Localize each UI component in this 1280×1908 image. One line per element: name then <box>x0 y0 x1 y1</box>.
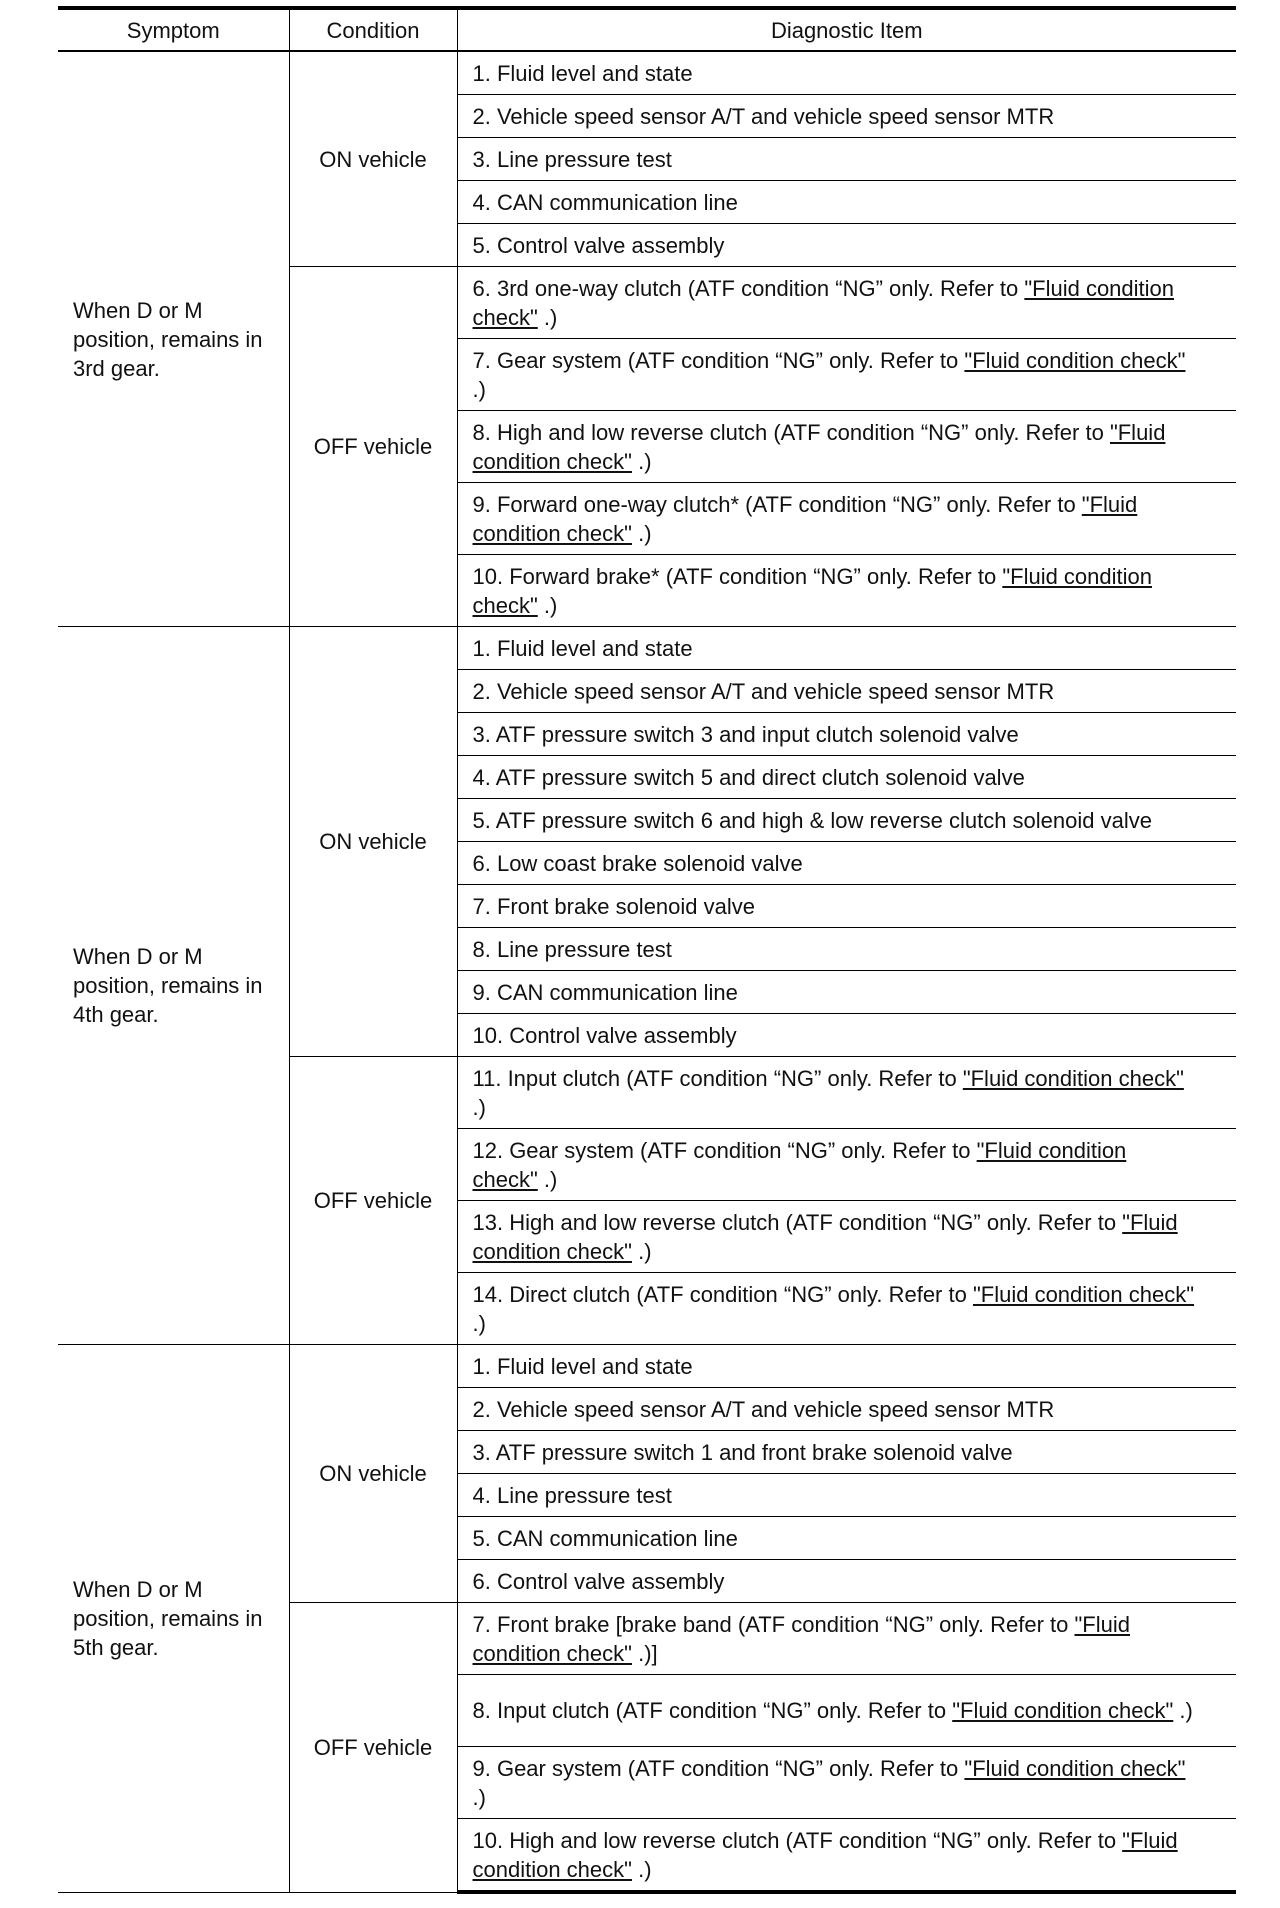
fluid-condition-check-link[interactable]: "Fluid condition check" <box>472 1611 1130 1666</box>
diagnostic-item-text: 14. Direct clutch (ATF condition “NG” only. Refer to <box>472 1281 973 1307</box>
diagnostic-item-suffix: .) <box>631 1856 652 1882</box>
diagnostic-item-cell <box>457 1603 1236 1675</box>
diagnostic-item-text: 4. CAN communication line <box>472 189 738 215</box>
fluid-condition-check-link[interactable]: "Fluid condition check" <box>962 1065 1184 1091</box>
symptom-cell: When D or M position, remains in 4th gear. <box>58 627 289 1345</box>
diagnostic-item-cell <box>457 95 1236 138</box>
diagnostic-item-cell <box>457 1345 1236 1388</box>
header-diagnostic-item: Diagnostic Item <box>457 8 1236 51</box>
symptom-group <box>58 627 1236 1345</box>
diagnostic-item-cell <box>457 627 1236 670</box>
diagnostic-item-suffix: .)] <box>631 1640 658 1666</box>
diagnostic-item-cell <box>457 799 1236 842</box>
fluid-condition-check-link[interactable]: "Fluid condition check" <box>964 1755 1186 1781</box>
diagnostic-item-suffix: .) <box>472 1784 486 1810</box>
diagnostic-item-suffix: .) <box>1173 1698 1193 1723</box>
diagnostic-item-text: 3. ATF pressure switch 1 and front brake solenoid valve <box>472 1439 1013 1465</box>
diagnostic-item-text: 10. Control valve assembly <box>472 1022 737 1048</box>
diagnostic-item-suffix: .) <box>472 1310 486 1336</box>
diagnostic-item-suffix: .) <box>472 1094 486 1120</box>
diagnostic-item-suffix: .) <box>537 304 558 330</box>
fluid-condition-check-link[interactable]: "Fluid condition check" <box>472 1209 1178 1264</box>
diagnostic-item-text: 8. High and low reverse clutch (ATF condition “NG” only. Refer to <box>472 419 1110 445</box>
diagnostic-table <box>58 6 1236 1894</box>
diagnostic-item-text: 5. CAN communication line <box>472 1525 738 1551</box>
diagnostic-item-suffix: .) <box>631 520 652 546</box>
header-symptom: Symptom <box>58 8 289 51</box>
table-row <box>58 1345 1236 1388</box>
diagnostic-item-cell <box>457 713 1236 756</box>
symptom-cell: When D or M position, remains in 5th gear. <box>58 1345 289 1893</box>
condition-cell: ON vehicle <box>289 627 457 1057</box>
fluid-condition-check-link[interactable]: "Fluid condition check" <box>952 1698 1174 1723</box>
diagnostic-item-text: 1. Fluid level and state <box>472 1353 693 1379</box>
diagnostic-item-text: 5. Control valve assembly <box>472 232 725 258</box>
diagnostic-item-cell <box>457 1431 1236 1474</box>
diagnostic-item-suffix: .) <box>537 592 558 618</box>
diagnostic-item-text: 12. Gear system (ATF condition “NG” only. Refer to <box>472 1137 977 1163</box>
diagnostic-item-cell <box>457 138 1236 181</box>
diagnostic-item-cell <box>457 1273 1236 1345</box>
diagnostic-item-suffix: .) <box>472 376 486 402</box>
diagnostic-item-text: 4. ATF pressure switch 5 and direct clutch solenoid valve <box>472 764 1025 790</box>
fluid-condition-check-link[interactable]: "Fluid condition check" <box>472 1137 1127 1192</box>
diagnostic-item-cell <box>457 842 1236 885</box>
diagnostic-item-text: 10. Forward brake* (ATF condition “NG” only. Refer to <box>472 563 1003 589</box>
diagnostic-item-cell <box>457 1517 1236 1560</box>
header-row <box>58 8 1236 51</box>
diagnostic-item-suffix: .) <box>537 1166 558 1192</box>
diagnostic-item-text: 6. Low coast brake solenoid valve <box>472 850 803 876</box>
symptom-cell: When D or M position, remains in 3rd gear. <box>58 51 289 627</box>
condition-cell: OFF vehicle <box>289 1603 457 1893</box>
diagnostic-item-text: 7. Front brake solenoid valve <box>472 893 755 919</box>
diagnostic-item-cell <box>457 928 1236 971</box>
diagnostic-item-cell <box>457 1129 1236 1201</box>
diagnostic-item-text: 9. Gear system (ATF condition “NG” only. Refer to <box>472 1755 965 1781</box>
diagnostic-item-text: 6. 3rd one-way clutch (ATF condition “NG” only. Refer to <box>472 275 1025 301</box>
diagnostic-item-cell <box>457 1675 1236 1747</box>
fluid-condition-check-link[interactable]: "Fluid condition check" <box>472 1827 1178 1882</box>
diagnostic-item-text: 10. High and low reverse clutch (ATF condition “NG” only. Refer to <box>472 1827 1123 1853</box>
diagnostic-item-text: 8. Input clutch (ATF condition “NG” only. Refer to <box>472 1698 953 1723</box>
fluid-condition-check-link[interactable]: "Fluid condition check" <box>472 563 1152 618</box>
fluid-condition-check-link[interactable]: "Fluid condition check" <box>472 491 1138 546</box>
diagnostic-item-cell <box>457 1747 1236 1819</box>
diagnostic-item-cell <box>457 971 1236 1014</box>
condition-cell: ON vehicle <box>289 1345 457 1603</box>
condition-cell: ON vehicle <box>289 51 457 267</box>
diagnostic-item-text: 1. Fluid level and state <box>472 60 693 86</box>
diagnostic-item-text: 1. Fluid level and state <box>472 635 693 661</box>
diagnostic-item-text: 3. Line pressure test <box>472 146 672 172</box>
diagnostic-item-text: 7. Gear system (ATF condition “NG” only. Refer to <box>472 347 965 373</box>
diagnostic-item-cell <box>457 555 1236 627</box>
diagnostic-item-text: 2. Vehicle speed sensor A/T and vehicle speed sensor MTR <box>472 1396 1055 1422</box>
table-row <box>58 51 1236 95</box>
diagnostic-item-text: 3. ATF pressure switch 3 and input clutch solenoid valve <box>472 721 1019 747</box>
fluid-condition-check-link[interactable]: "Fluid condition check" <box>972 1281 1195 1307</box>
diagnostic-item-text: 2. Vehicle speed sensor A/T and vehicle speed sensor MTR <box>472 103 1055 129</box>
fluid-condition-check-link[interactable]: "Fluid condition check" <box>472 419 1166 474</box>
diagnostic-item-text: 6. Control valve assembly <box>472 1568 725 1594</box>
diagnostic-item-text: 13. High and low reverse clutch (ATF condition “NG” only. Refer to <box>472 1209 1123 1235</box>
diagnostic-item-text: 8. Line pressure test <box>472 936 672 962</box>
diagnostic-item-cell <box>457 483 1236 555</box>
diagnostic-item-cell <box>457 339 1236 411</box>
diagnostic-item-cell <box>457 1014 1236 1057</box>
diagnostic-item-cell <box>457 670 1236 713</box>
diagnostic-item-text: 9. Forward one-way clutch* (ATF condition “NG” only. Refer to <box>472 491 1082 517</box>
diagnostic-item-cell <box>457 267 1236 339</box>
fluid-condition-check-link[interactable]: "Fluid condition check" <box>964 347 1186 373</box>
diagnostic-item-suffix: .) <box>631 1238 652 1264</box>
diagnostic-item-text: 2. Vehicle speed sensor A/T and vehicle speed sensor MTR <box>472 678 1055 704</box>
diagnostic-item-cell <box>457 885 1236 928</box>
diagnostic-item-cell <box>457 224 1236 267</box>
diagnostic-item-cell <box>457 1201 1236 1273</box>
diagnostic-item-text: 9. CAN communication line <box>472 979 738 1005</box>
diagnostic-item-cell <box>457 411 1236 483</box>
diagnostic-item-text: 11. Input clutch (ATF condition “NG” only. Refer to <box>472 1065 963 1091</box>
symptom-group <box>58 1345 1236 1893</box>
condition-cell: OFF vehicle <box>289 267 457 627</box>
diagnostic-item-cell <box>457 1474 1236 1517</box>
diagnostic-item-text: 7. Front brake [brake band (ATF condition “NG” only. Refer to <box>472 1611 1075 1637</box>
diagnostic-item-text: 4. Line pressure test <box>472 1482 672 1508</box>
diagnostic-item-cell <box>457 1057 1236 1129</box>
condition-cell: OFF vehicle <box>289 1057 457 1345</box>
diagnostic-item-cell <box>457 1388 1236 1431</box>
fluid-condition-check-link[interactable]: "Fluid condition check" <box>472 275 1175 330</box>
symptom-group <box>58 51 1236 627</box>
diagnostic-item-cell <box>457 51 1236 95</box>
diagnostic-item-cell <box>457 1560 1236 1603</box>
diagnostic-item-suffix: .) <box>631 448 652 474</box>
diagnostic-item-cell <box>457 756 1236 799</box>
diagnostic-item-text: 5. ATF pressure switch 6 and high & low reverse clutch solenoid valve <box>472 807 1152 833</box>
table-row <box>58 627 1236 670</box>
diagnostic-item-cell <box>457 181 1236 224</box>
header-condition: Condition <box>289 8 457 51</box>
diagnostic-item-cell <box>457 1819 1236 1893</box>
